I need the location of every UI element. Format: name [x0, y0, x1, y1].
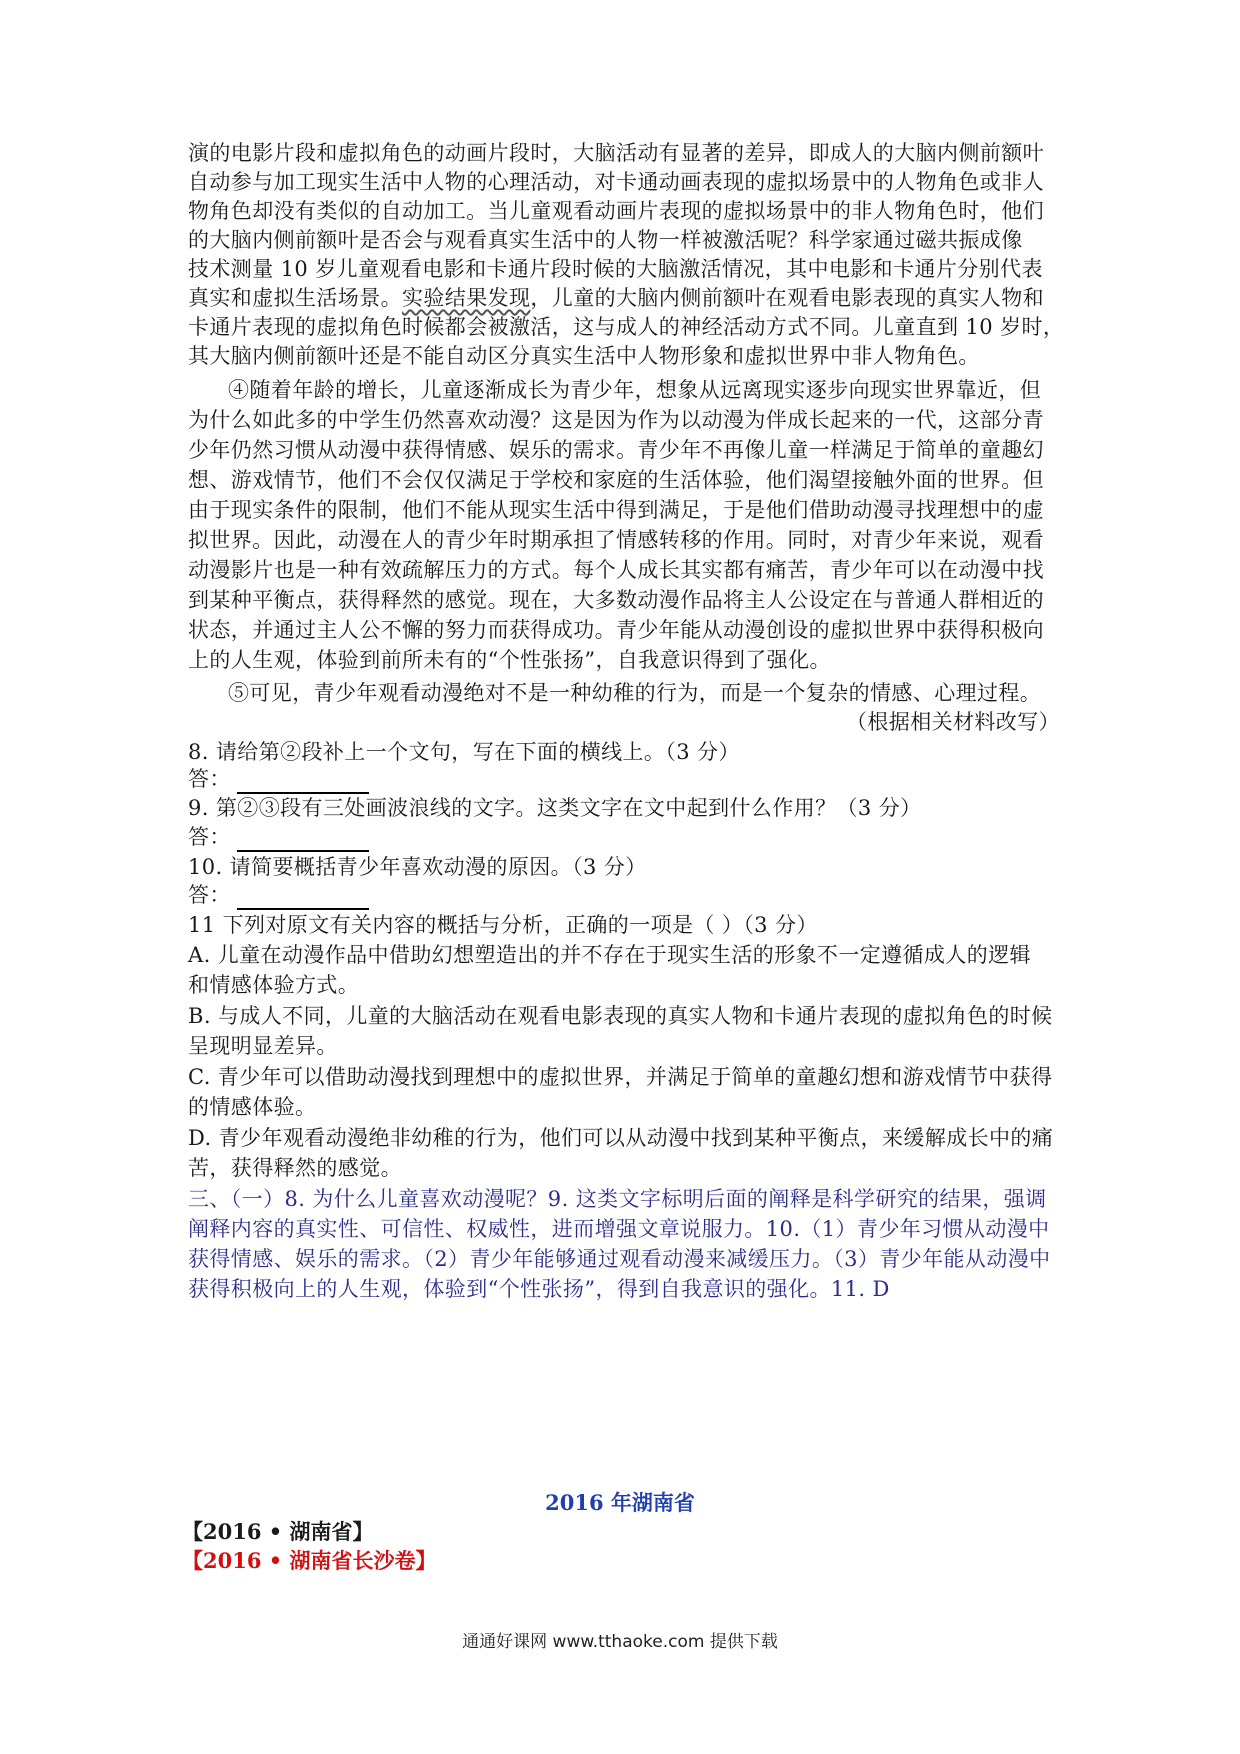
option-b-cont: 呈现明显差异。: [188, 1034, 338, 1058]
paragraph-3-line: 自动参与加工现实生活中人物的心理活动，对卡通动画表现的虚拟场景中的人物角色或非人: [188, 170, 1044, 194]
question-9: 9. 第②③段有三处画波浪线的文字。这类文字在文中起到什么作用？（3 分）: [188, 796, 922, 820]
question-10: 10. 请简要概括青少年喜欢动漫的原因。（3 分）: [188, 855, 647, 879]
paragraph-3-line: 其大脑内侧前额叶还是不能自动区分真实生活中人物形象和虚拟世界中非人物角色。: [188, 344, 980, 368]
option-d-cont: 苦，获得释然的感觉。: [188, 1156, 402, 1180]
answer-key-line: 获得积极向上的人生观，体验到“个性张扬”，得到自我意识的强化。11. D: [188, 1277, 890, 1301]
answer-label: 答：: [188, 767, 231, 791]
paragraph-4-line: 由于现实条件的限制，他们不能从现实生活中得到满足，于是他们借助动漫寻找理想中的虚: [188, 498, 1044, 522]
answer-blank: [237, 886, 369, 910]
paragraph-3-line: 技术测量 10 岁儿童观看电影和卡通片段时候的大脑激活情况，其中电影和卡通片分别代表: [188, 257, 1043, 281]
paragraph-5: ⑤可见，青少年观看动漫绝对不是一种幼稚的行为，而是一个复杂的情感、心理过程。: [228, 681, 1042, 705]
answer-label: 答：: [188, 825, 231, 849]
paragraph-3-line: [188, 283, 1058, 313]
province-tag: 【2016 • 湖南省】: [182, 1519, 374, 1544]
paragraph-4-line: 到某种平衡点，获得释然的感觉。现在，大多数动漫作品将主人公设定在与普通人群相近的: [188, 588, 1044, 612]
answer-blank: [237, 828, 369, 852]
paragraph-4-line: 想、游戏情节，他们不会仅仅满足于学校和家庭的生活体验，他们渴望接触外面的世界。但: [188, 468, 1044, 492]
question-11: 11 下列对原文有关内容的概括与分析，正确的一项是（ ）（3 分）: [188, 913, 818, 937]
paragraph-3-line: 的大脑内侧前额叶是否会与观看真实生活中的人物一样被激活呢？科学家通过磁共振成像: [188, 228, 1023, 252]
paragraph-4-line: ④随着年龄的增长，儿童逐渐成长为青少年，想象从远离现实逐步向现实世界靠近，但: [228, 378, 1042, 402]
paragraph-4-line: 拟世界。因此，动漫在人的青少年时期承担了情感转移的作用。同时，对青少年来说，观看: [188, 528, 1044, 552]
option-c: C. 青少年可以借助动漫找到理想中的虚拟世界，并满足于简单的童趣幻想和游戏情节中获得: [188, 1065, 1053, 1089]
answer-line-10: [188, 880, 1058, 910]
option-a-cont: 和情感体验方式。: [188, 973, 360, 997]
paragraph-3-text: ，儿童的大脑内侧前额叶在观看电影表现的真实人物和: [530, 286, 1045, 310]
answer-key-line: 获得情感、娱乐的需求。（2）青少年能够通过观看动漫来减缓压力。（3）青少年能从动漫中: [188, 1247, 1051, 1271]
option-d: D. 青少年观看动漫绝非幼稚的行为，他们可以从动漫中找到某种平衡点，来缓解成长中的痛: [188, 1126, 1054, 1150]
paragraph-3-line: 物角色却没有类似的自动加工。当儿童观看动画片表现的虚拟场景中的非人物角色时，他们: [188, 199, 1044, 223]
answer-key-line: 阐释内容的真实性、可信性、权威性，进而增强文章说服力。10.（1）青少年习惯从动漫中: [188, 1217, 1050, 1241]
paragraph-4-line: 为什么如此多的中学生仍然喜欢动漫？这是因为作为以动漫为伴成长起来的一代，这部分青: [188, 408, 1044, 432]
question-8: 8. 请给第②段补上一个文句，写在下面的横线上。（3 分）: [188, 740, 740, 764]
paragraph-4-line: 状态，并通过主人公不懈的努力而获得成功。青少年能从动漫创设的虚拟世界中获得积极向: [188, 618, 1044, 642]
answer-blank: [237, 770, 369, 794]
answer-label: 答：: [188, 883, 231, 907]
source-note: （根据相关材料改写）: [846, 710, 1060, 734]
paragraph-3-line: 卡通片表现的虚拟角色时候都会被激活，这与成人的神经活动方式不同。儿童直到 10 岁时，: [188, 315, 1065, 339]
paragraph-4-line: 动漫影片也是一种有效疏解压力的方式。每个人成长其实都有痛苦，青少年可以在动漫中找: [188, 558, 1044, 582]
paragraph-3-line: 演的电影片段和虚拟角色的动画片段时，大脑活动有显著的差异，即成人的大脑内侧前额叶: [188, 141, 1044, 165]
answer-line-9: [188, 822, 1058, 852]
option-a: A. 儿童在动漫作品中借助幻想塑造出的并不存在于现实生活的形象不一定遵循成人的逻辑: [188, 943, 1031, 967]
option-c-cont: 的情感体验。: [188, 1095, 317, 1119]
city-tag: 【2016 • 湖南省长沙卷】: [182, 1548, 437, 1573]
answer-key-line: 三、（一）8. 为什么儿童喜欢动漫呢？9. 这类文字标明后面的阐释是科学研究的结果，强调: [188, 1187, 1047, 1211]
wavy-underlined-phrase: 实验结果发现: [402, 286, 531, 310]
answer-line-8: [188, 764, 1058, 794]
option-b: B. 与成人不同，儿童的大脑活动在观看电影表现的真实人物和卡通片表现的虚拟角色的时候: [188, 1004, 1053, 1028]
section-title: 2016 年湖南省: [545, 1490, 695, 1515]
page-footer: 通通好课网 www.tthaoke.com 提供下载: [462, 1632, 778, 1652]
paragraph-3-text: 真实和虚拟生活场景。: [188, 286, 402, 310]
paragraph-4-line: 上的人生观，体验到前所未有的“个性张扬”，自我意识得到了强化。: [188, 648, 831, 672]
paragraph-4-line: 少年仍然习惯从动漫中获得情感、娱乐的需求。青少年不再像儿童一样满足于简单的童趣幻: [188, 438, 1044, 462]
